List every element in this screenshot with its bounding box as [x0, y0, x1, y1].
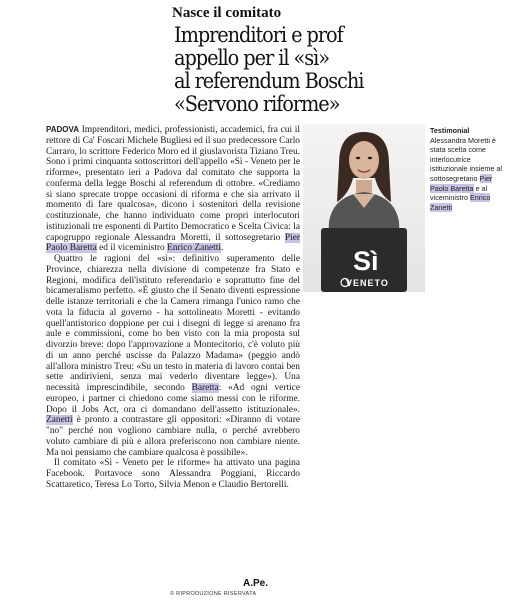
highlighted-name: Zanetti	[46, 415, 73, 426]
caption-title: Testimonial	[430, 126, 470, 135]
article-text: .	[220, 243, 224, 254]
article-text: Quattro le ragioni del «sì»: definitivo superamento delle Province, chiarezza nella divisione di competenze fra Stato e Regioni, modifica dell'istituto referendario e soprattutto fine del bicameralismo perfetto. «È giusto che il Senato diventi espressione delle istanze territoriali e che la Camera rimanga l'unico ramo che vota la fiducia al governo - ha sottolineato Moretti - evitando quell'antistorico doppione per cui i disegni di legge si arenano fra aule e commissioni, come ho ben visto con la mia proposta sul divorzio breve: dopo l'approvazione a Montecitorio, c'è voluto più di un anno perché uscisse da Palazzo Madama» (peggio andò all'allora ministro Treu: «Su un testo in materia di lavoro contai ben sette andirivieni, senza mai vederlo diventare legge»). Una necessità imprescindibile, secondo	[46, 254, 300, 393]
copyright-notice: © RIPRODUZIONE RISERVATA	[170, 591, 257, 597]
article-text: : «Ad ogni vertice europeo, i partner ci chiedono come siamo messi con le riforme. Dopo il Jobs Act, ora ci domandano dell'assetto istituzionale».	[46, 383, 300, 415]
article-text: Imprenditori, medici, professionisti, accademici, fra cui il rettore di Ca' Foscari Michele Bugliesi ed il suo predecessore Carlo Carraro, lo scrittore Federico Moro ed il giuslavorista Tiziano Treu. Sono i primi cinquanta sottoscrittori dell'appello «Sì - Veneto per le riforme», presentato ieri a Padova dal comitato che supporta la conferma della legge Boschi al referendum di ottobre. «Crediamo si siano sprecate troppe occasioni di riforma e che sia arrivato il momento di fare qualcosa», dicono i sostenitori della revisione costituzionale, che hanno individuato come propri interlocutori istituzionali tre esponenti di Partito Democratico e Scelta Civica: la capogruppo regionale Alessandra Moretti, il sottosegretario	[46, 125, 301, 243]
photo-caption	[430, 126, 510, 212]
photo	[303, 124, 425, 292]
highlighted-name: Pier Paolo Baretta	[46, 232, 300, 254]
highlighted-name: Baretta	[191, 383, 219, 393]
caption-text-part: Alessandra Moretti è stata scelta come interlocutrice istituzionale insieme al sottosegretario	[430, 135, 502, 183]
article-text: ed il viceministro	[96, 243, 168, 254]
article-paragraph	[46, 458, 300, 490]
caption-text	[430, 136, 510, 213]
article-text: Il comitato «Sì - Veneto per le riforme» ha attivato una pagina Facebook. Portavoce sono Alessandra Poggiani, Riccardo Scattaretico, Teresa Lo Torto, Silvia Menon e Claudio Bertorelli.	[46, 458, 300, 490]
headline-line: «Servono riforme»	[174, 92, 340, 117]
headline-line: al referendum Boschi	[174, 69, 364, 94]
sign-veneto-text: VENETO	[346, 278, 389, 288]
headline-line: Imprenditori e prof	[174, 23, 343, 48]
article-paragraph	[46, 254, 300, 458]
highlighted-name: Enrico Zanetti	[167, 243, 221, 254]
photo-illustration	[303, 124, 425, 292]
headline	[174, 24, 444, 116]
article-body	[46, 125, 300, 491]
si-veneto-sign	[321, 228, 407, 292]
caption-text-part: e al viceministro	[430, 183, 488, 203]
highlighted-name: Enrico Zanetti	[430, 193, 491, 212]
highlighted-name: Pier Paolo Baretta	[430, 173, 493, 193]
headline-line: appello per il «sì»	[174, 46, 329, 71]
article-paragraph	[46, 125, 300, 254]
signature: A.Pe.	[243, 578, 269, 589]
dateline: PADOVA	[46, 125, 80, 134]
article-text: è pronto a contrastare gli oppositori: «Diranno di votare "no" perché non vogliono cambiare nulla, o perché avrebbero voluto cambiare di più e allora preferiscono non cambiare niente. Ma noi pensiamo che cambiare qualcosa è possibile».	[46, 415, 300, 458]
kicker: Nasce il comitato	[172, 5, 282, 21]
sign-si-text: Sì	[353, 246, 379, 276]
